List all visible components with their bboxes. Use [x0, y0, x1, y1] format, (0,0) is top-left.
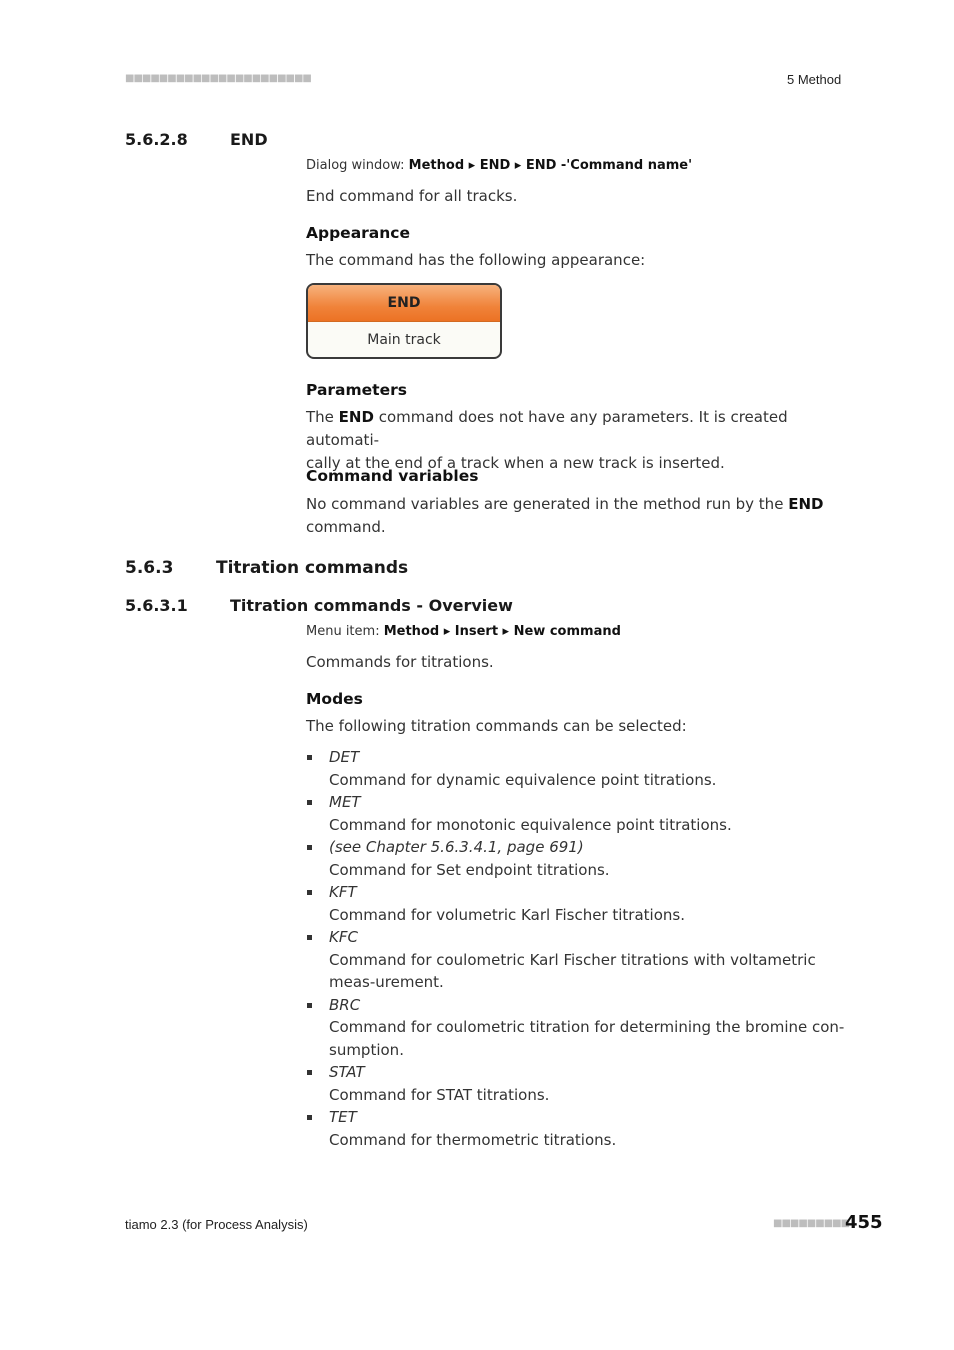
mode-desc: Command for STAT titrations.: [329, 1085, 550, 1104]
list-item: [306, 926, 846, 994]
parameters-text-part: command does not have any parameters. It is created automati-: [306, 408, 788, 449]
section-number: 5.6.2.8: [125, 130, 188, 149]
cmdvars-text-part: No command variables are generated in the method run by the: [306, 495, 789, 513]
list-item: [306, 836, 846, 881]
menu-item-value: Method ▸ Insert ▸ New command: [383, 624, 621, 639]
mode-name-link[interactable]: (see Chapter 5.6.3.4.1, page 691): [329, 838, 584, 856]
command-variables-heading: Command variables: [306, 467, 479, 485]
section-title: Titration commands: [216, 558, 409, 578]
modes-text: The following titration commands can be selected:: [306, 717, 687, 735]
footer-product: tiamo 2.3 (for Process Analysis): [125, 1217, 308, 1232]
list-item: [306, 791, 846, 836]
mode-name: DET: [329, 748, 360, 766]
cmdvars-bold: END: [788, 495, 824, 513]
mode-desc: Command for dynamic equivalence point titrations.: [329, 770, 717, 789]
dialog-window-prefix: Dialog window:: [306, 158, 409, 173]
list-item: [306, 746, 846, 791]
end-command-box: [306, 283, 502, 359]
parameters-bold: END: [338, 408, 374, 426]
section-title: END: [230, 130, 268, 149]
header-decoration: ■■■■■■■■■■■■■■■■■■■■■■: [125, 73, 311, 84]
section-number: 5.6.3: [125, 558, 174, 578]
mode-name: MET: [329, 793, 361, 811]
list-item: [306, 1061, 846, 1106]
mode-name: KFC: [329, 928, 358, 946]
mode-desc: Command for coulometric titration for determining the bromine con-sumption.: [329, 1018, 845, 1059]
parameters-text: [306, 406, 846, 475]
parameters-text-part: cally at the end of a track when a new track is inserted.: [306, 454, 725, 472]
header-chapter: 5 Method: [787, 72, 842, 87]
mode-name: KFT: [329, 883, 357, 901]
dialog-window-path: [306, 158, 692, 173]
menu-item-path: [306, 624, 621, 639]
command-variables-text: [306, 493, 846, 539]
modes-heading: Modes: [306, 690, 363, 708]
titration-description: Commands for titrations.: [306, 653, 494, 671]
modes-list: [306, 746, 846, 1151]
appearance-heading: Appearance: [306, 224, 410, 242]
section-number: 5.6.3.1: [125, 596, 188, 615]
appearance-text: The command has the following appearance:: [306, 251, 646, 269]
page-number: 455: [845, 1212, 883, 1233]
mode-desc: Command for Set endpoint titrations.: [329, 860, 610, 879]
command-box-subtitle: Main track: [367, 332, 441, 348]
mode-name: STAT: [329, 1063, 365, 1081]
cmdvars-text-part: command.: [306, 518, 386, 536]
end-description: End command for all tracks.: [306, 187, 518, 205]
list-item: [306, 1106, 846, 1151]
command-box-title: END: [308, 285, 500, 322]
mode-desc: Command for thermometric titrations.: [329, 1130, 617, 1149]
mode-desc: Command for volumetric Karl Fischer titrations.: [329, 905, 685, 924]
dialog-window-value: Method ▸ END ▸ END -'Command name': [408, 158, 693, 173]
mode-name: TET: [329, 1108, 357, 1126]
section-title: Titration commands - Overview: [230, 596, 513, 615]
list-item: [306, 881, 846, 926]
menu-item-prefix: Menu item:: [306, 624, 384, 639]
mode-desc: Command for coulometric Karl Fischer titrations with voltametric meas-urement.: [329, 950, 816, 991]
parameters-text-part: The: [306, 408, 339, 426]
mode-name: BRC: [329, 995, 361, 1014]
footer-decoration: ■■■■■■■■■: [773, 1218, 850, 1229]
parameters-heading: Parameters: [306, 381, 407, 399]
list-item: [306, 994, 846, 1062]
mode-desc: Command for monotonic equivalence point titrations.: [329, 815, 732, 834]
